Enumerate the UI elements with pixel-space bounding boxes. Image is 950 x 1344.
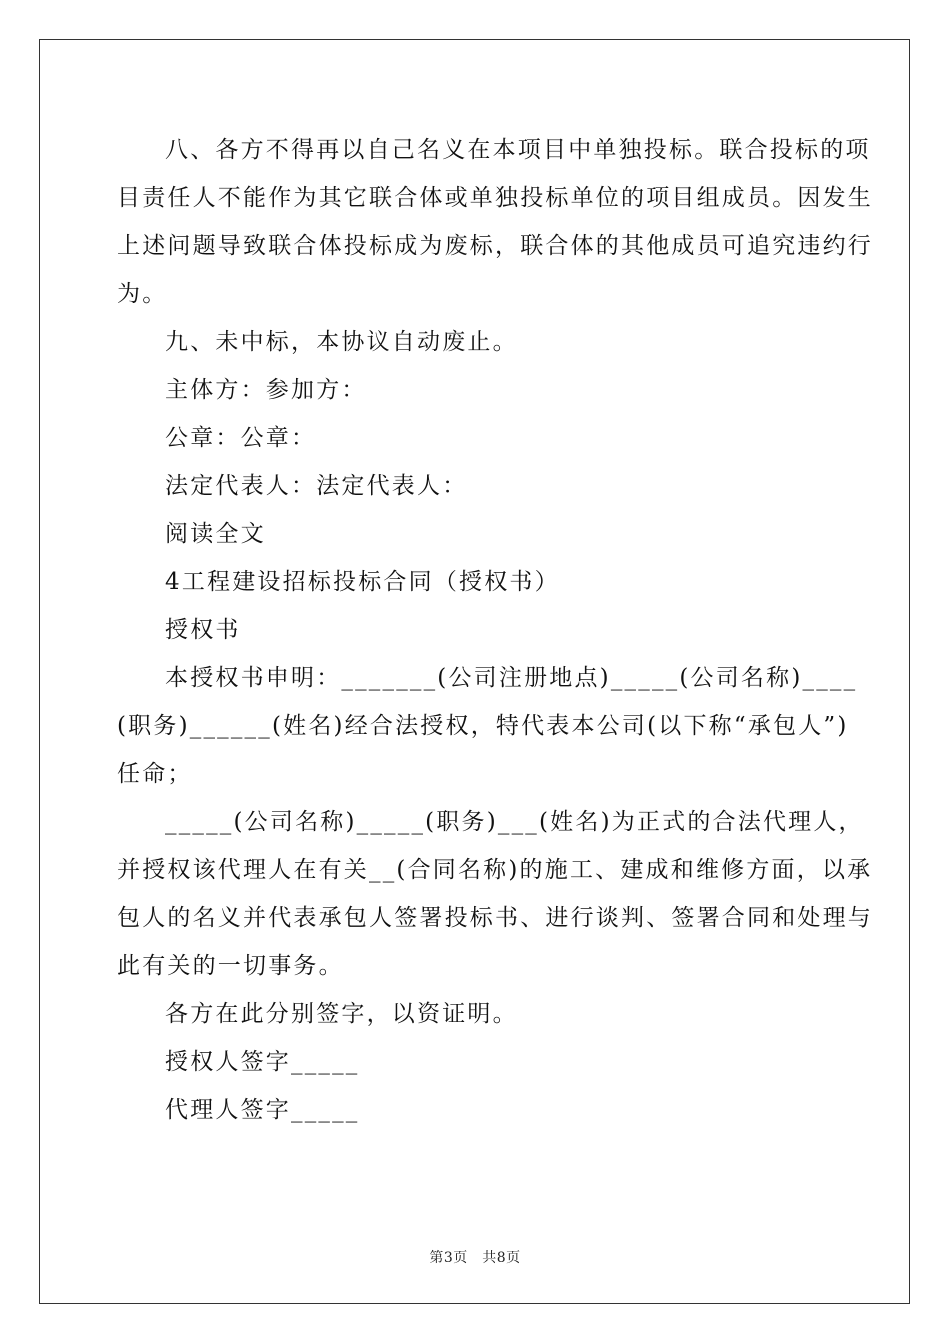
document-body <box>117 126 873 1134</box>
appointment-line-3: 包人的名义并代表承包人签署投标书、进行谈判、签署合同和处理与 <box>117 905 873 931</box>
grantor-signature-line: 授权人签字_____ <box>165 1049 360 1075</box>
witness-line: 各方在此分别签字，以资证明。 <box>165 1001 518 1027</box>
declaration-line-2: (职务)______(姓名)经合法授权，特代表本公司(以下称“承包人”) <box>117 713 849 739</box>
section-title: 4工程建设招标投标合同（授权书） <box>165 569 560 595</box>
document-title: 授权书 <box>165 617 241 643</box>
clause-8-line-4: 为。 <box>117 281 168 307</box>
appointment-line-2: 并授权该代理人在有关__(合同名称)的施工、建成和维修方面，以承 <box>117 857 873 883</box>
seals-line: 公章：公章： <box>165 425 317 451</box>
read-more-link[interactable]: 阅读全文 <box>165 521 266 547</box>
page-number-footer: 第3页 共8页 <box>429 1250 521 1266</box>
clause-8-line-2: 目责任人不能作为其它联合体或单独投标单位的项目组成员。因发生 <box>117 185 873 211</box>
clause-8-line-3: 上述问题导致联合体投标成为废标，联合体的其他成员可追究违约行 <box>117 233 873 259</box>
clause-8-line-1: 八、各方不得再以自己名义在本项目中单独投标。联合投标的项 <box>165 137 871 163</box>
agent-signature-line: 代理人签字_____ <box>165 1097 360 1123</box>
declaration-line-1: 本授权书申明：_______(公司注册地点)_____(公司名称)____ <box>165 665 858 691</box>
parties-line: 主体方：参加方： <box>165 377 367 403</box>
legal-representatives-line: 法定代表人：法定代表人： <box>165 473 468 499</box>
appointment-line-1: _____(公司名称)_____(职务)___(姓名)为正式的合法代理人， <box>165 809 864 835</box>
declaration-line-3: 任命； <box>117 761 193 787</box>
appointment-line-4: 此有关的一切事务。 <box>117 953 344 979</box>
clause-9: 九、未中标，本协议自动废止。 <box>165 329 518 355</box>
